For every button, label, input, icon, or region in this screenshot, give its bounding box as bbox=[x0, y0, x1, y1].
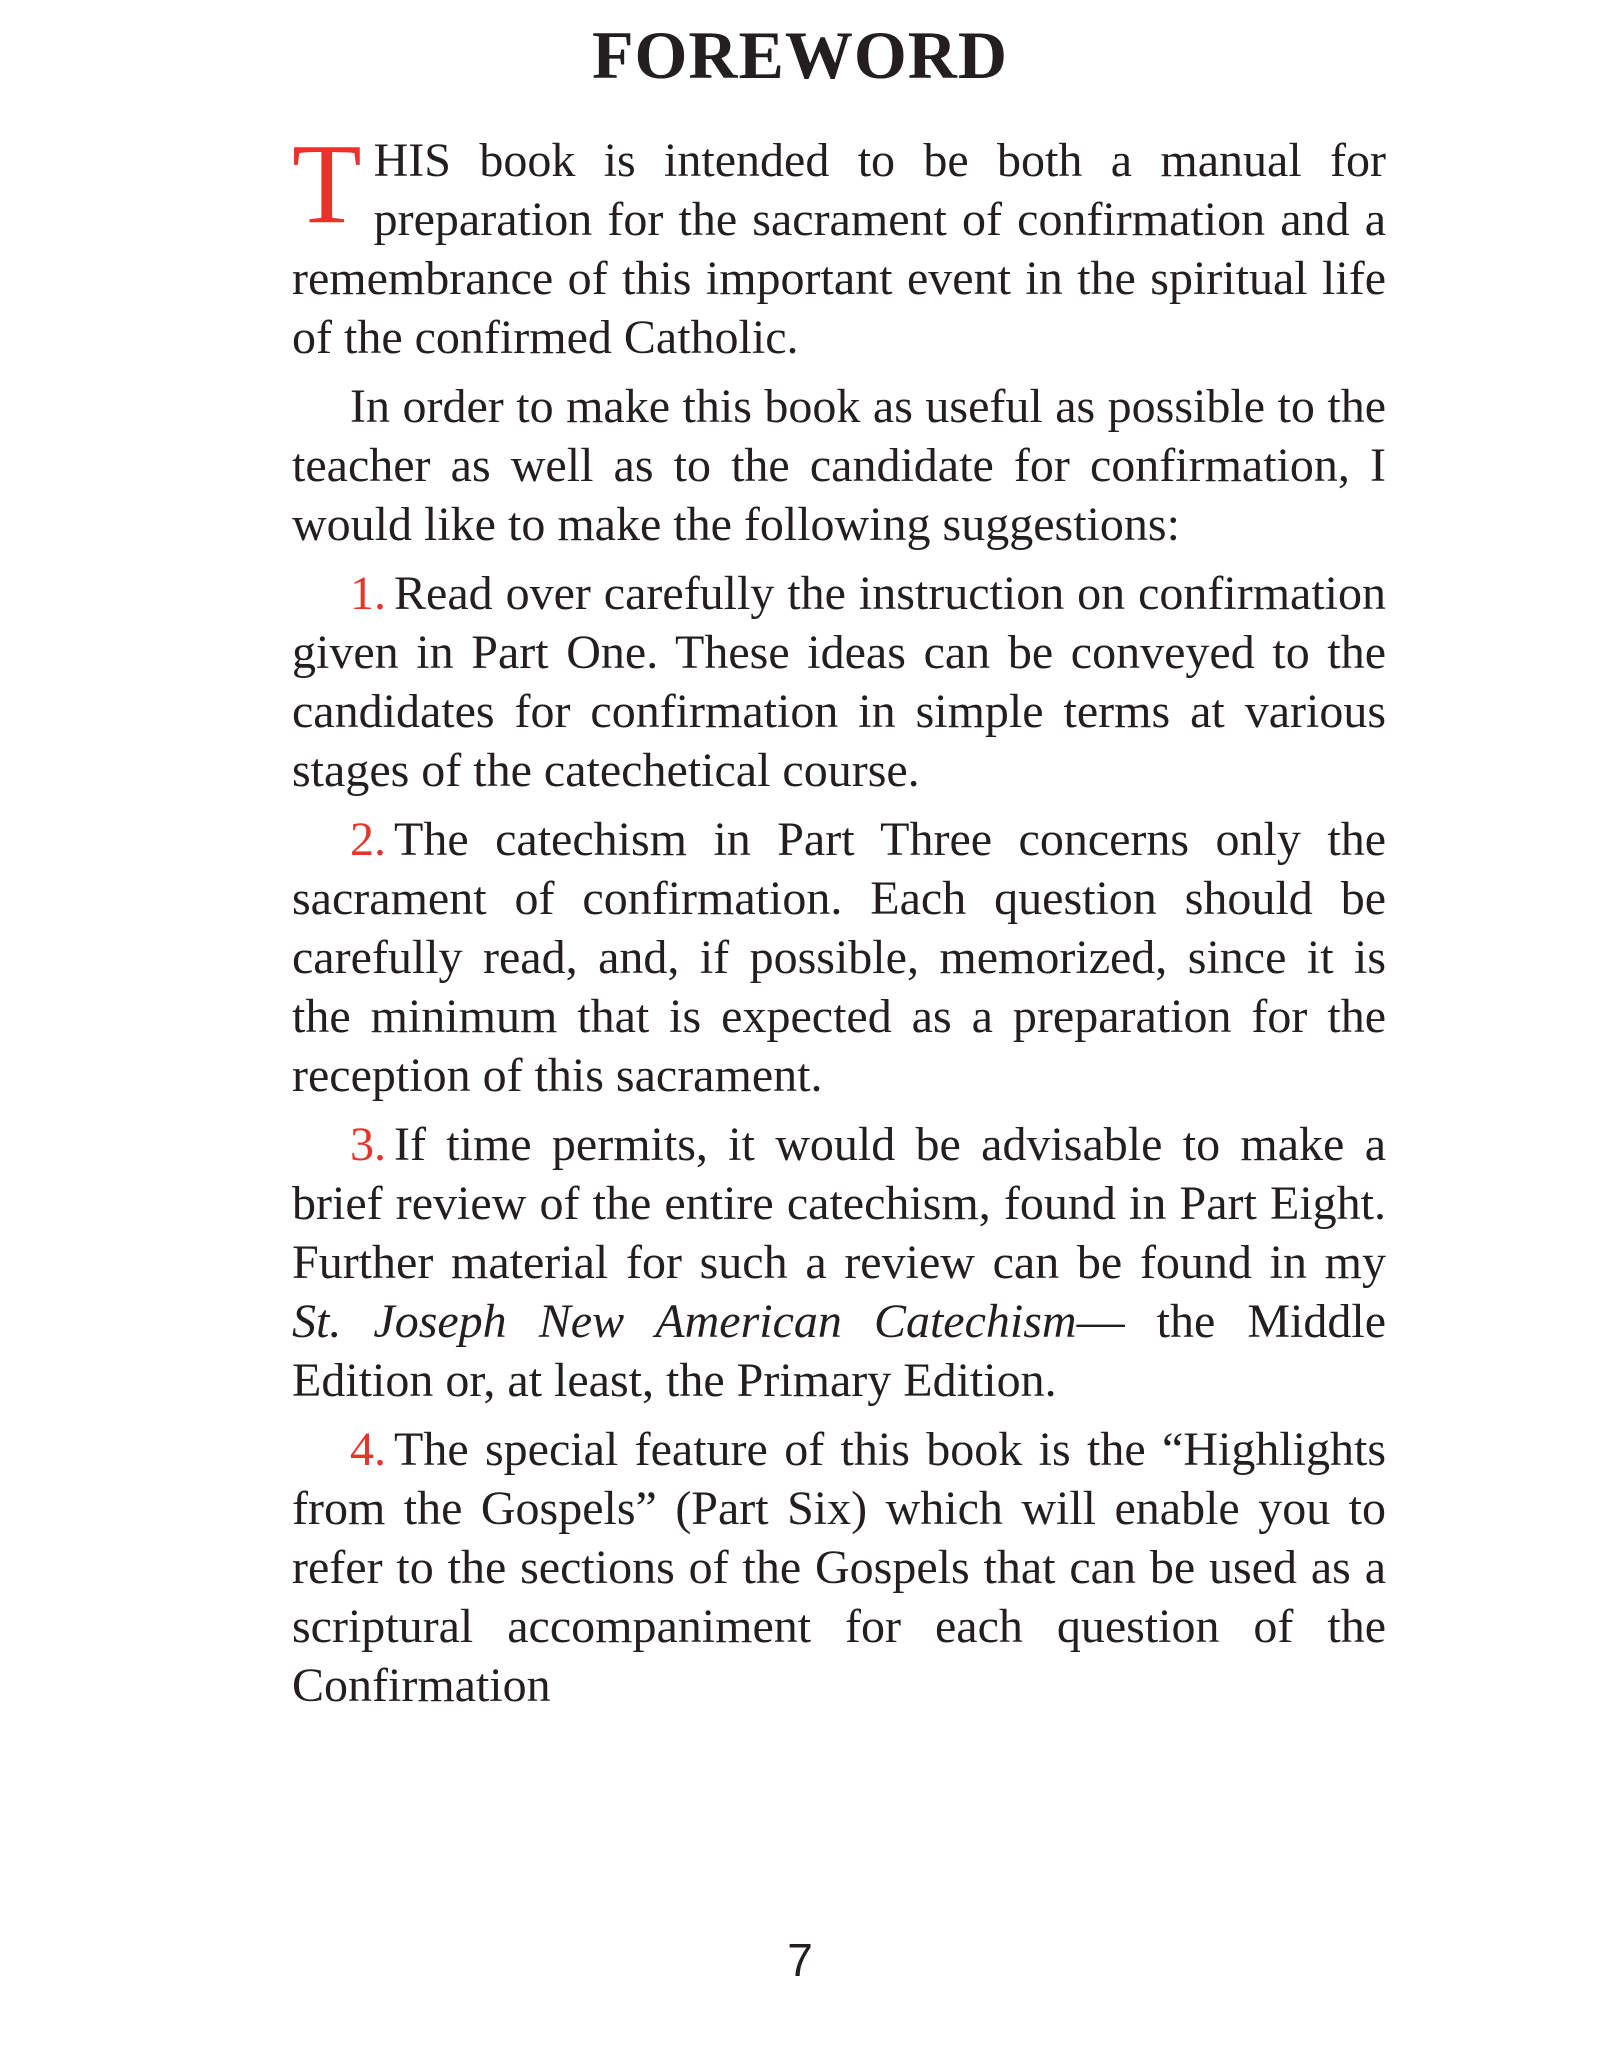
item-text: The catechism in Part Three concerns only the sacrament of confirmation. Each question should be carefully read, and, if possible, memorized, since it is the minimum that is expected as a preparation for the reception of this sacrament. bbox=[292, 813, 1386, 1102]
suggestion-item-2 bbox=[292, 810, 1386, 1105]
foreword-body bbox=[292, 120, 1387, 1725]
item-number: 1. bbox=[350, 567, 386, 620]
drop-cap: T bbox=[292, 120, 362, 247]
suggestion-item-1 bbox=[292, 564, 1386, 800]
item-number: 4. bbox=[350, 1423, 386, 1476]
item-text: The special feature of this book is the “Highlights from the Gospels” (Part Six) which will enable you to refer to the sections of the Gospels that can be used as a scriptural accompaniment for each question of the Confirmation bbox=[292, 1423, 1386, 1712]
suggestion-item-4 bbox=[292, 1420, 1386, 1715]
page-title: FOREWORD bbox=[592, 17, 1008, 93]
book-title-italic: St. Joseph New American Catechism bbox=[292, 1295, 1077, 1348]
item-number: 3. bbox=[350, 1118, 386, 1171]
suggestions-paragraph-text: In order to make this book as useful as possible to the teacher as well as to the candidate for confirmation, I would like to make the following suggestions: bbox=[292, 380, 1386, 551]
page-number: 7 bbox=[787, 1934, 813, 1986]
item-text-continued: — the Middle Edition or, at least, the Primary Edition. bbox=[292, 1295, 1387, 1407]
suggestions-paragraph bbox=[292, 377, 1386, 554]
item-number: 2. bbox=[350, 813, 386, 866]
suggestion-item-3 bbox=[292, 1115, 1386, 1410]
intro-paragraph bbox=[292, 120, 1386, 367]
item-text: Read over carefully the instruction on confirmation given in Part One. These ideas can be conveyed to the candidates for confirmation in simple terms at various stages of the catechetical course. bbox=[292, 567, 1386, 797]
intro-paragraph-text: HIS book is intended to be both a manual for preparation for the sacrament of confirmation and a remembrance of this important event in the spiritual life of the confirmed Catholic. bbox=[292, 134, 1386, 364]
item-text: If time permits, it would be advisable to make a brief review of the entire catechism, found in Part Eight. Further material for such a review can be found in my bbox=[292, 1118, 1386, 1289]
